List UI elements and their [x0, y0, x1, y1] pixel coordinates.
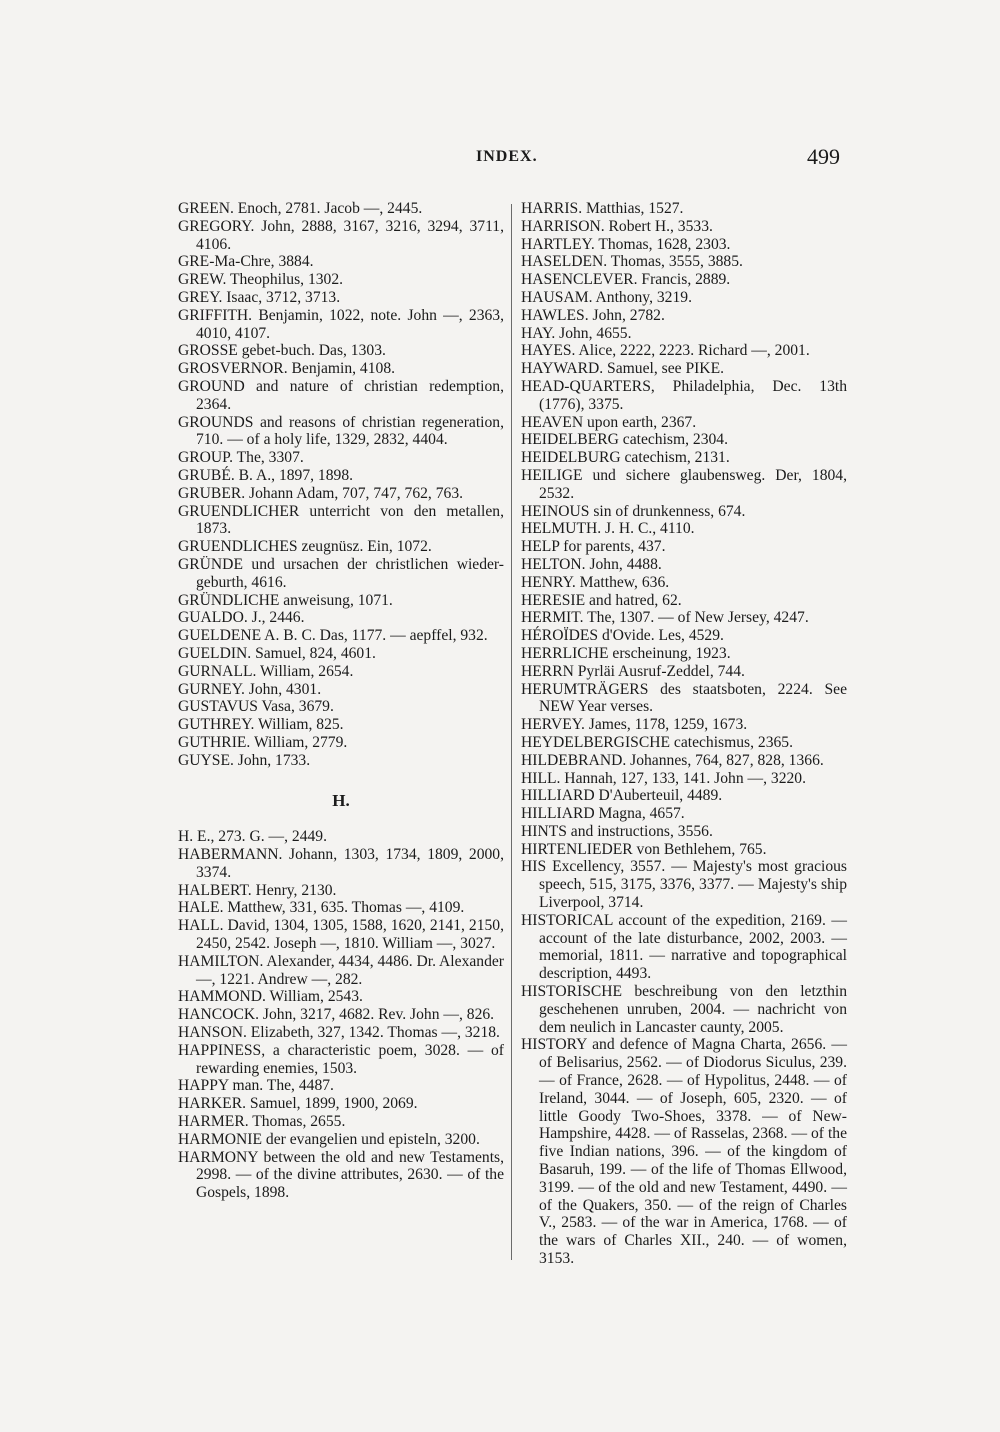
- index-entry: GUELDENE A. B. C. Das, 1177. — aepffel, 932.: [178, 627, 488, 645]
- page-header: [180, 144, 840, 178]
- index-entry: HABERMANN. Johann, 1303, 1734, 1809, 2000, 3374.: [178, 846, 504, 881]
- index-entry: HENRY. Matthew, 636.: [521, 573, 670, 591]
- index-entry: HERUMTRÄGERS des staatsboten, 2224. See NEW Year verses.: [521, 680, 847, 716]
- index-entry: GUTHREY. William, 825.: [178, 716, 344, 734]
- index-entry: HINTS and instructions, 3556.: [521, 822, 713, 840]
- index-entry: HARMONY between the old and new Testaments, 2998. — of the divine attributes, 2630. — of the Gospels, 1898.: [178, 1148, 504, 1202]
- index-entry: HEILIGE und sichere glaubensweg. Der, 1804, 2532.: [521, 466, 847, 502]
- index-entry: HANSON. Elizabeth, 327, 1342. Thomas —, 3218.: [178, 1024, 500, 1042]
- right-column: [521, 200, 847, 1268]
- index-entry: HILL. Hannah, 127, 133, 141. John —, 3220.: [521, 769, 806, 787]
- index-entry: GRE-Ma-Chre, 3884.: [178, 253, 314, 271]
- index-entry: GRUBÉ. B. A., 1897, 1898.: [178, 466, 354, 484]
- index-entry: GREY. Isaac, 3712, 3713.: [178, 288, 341, 306]
- index-entry: HIS Excellency, 3557. — Majesty's most gracious speech, 515, 3175, 3376, 3377. — Majesty's ship Liverpool, 3714.: [521, 858, 847, 912]
- index-entry: HEAVEN upon earth, 2367.: [521, 413, 697, 431]
- index-entry: HARRISON. Robert H., 3533.: [521, 217, 713, 235]
- index-entry: HAUSAM. Anthony, 3219.: [521, 288, 692, 306]
- index-entry: HARMONIE der evangelien und episteln, 3200.: [178, 1130, 480, 1148]
- index-entry: HERRN Pyrläi Ausruf-Zeddel, 744.: [521, 662, 745, 680]
- index-entry: HAPPY man. The, 4487.: [178, 1077, 334, 1095]
- index-entries-h-right: [521, 200, 847, 1268]
- index-entry: GREW. Theophilus, 1302.: [178, 271, 344, 289]
- index-entry: HAYES. Alice, 2222, 2223. Richard —, 2001.: [521, 342, 810, 360]
- index-entry: GROUP. The, 3307.: [178, 449, 304, 467]
- index-entry: GRÜNDLICHE anweisung, 1071.: [178, 591, 393, 609]
- index-entry: HIRTENLIEDER von Bethlehem, 765.: [521, 840, 767, 858]
- index-entry: HEIDELBURG catechism, 2131.: [521, 449, 730, 467]
- index-entry: GUTHRIE. William, 2779.: [178, 733, 348, 751]
- index-entries-g: [178, 200, 504, 770]
- index-entry: H. E., 273. G. —, 2449.: [178, 828, 328, 846]
- index-entry: HILDEBRAND. Johannes, 764, 827, 828, 1366.: [521, 751, 824, 769]
- index-entry: HISTORICAL account of the expedition, 2169. — account of the late disturbance, 2002, 2003. — memorial, 1811. — narrative and topographical description, 4493.: [521, 911, 847, 983]
- index-entry: HARKER. Samuel, 1899, 1900, 2069.: [178, 1095, 418, 1113]
- index-entry: HELTON. John, 4488.: [521, 555, 662, 573]
- index-entry: HAYWARD. Samuel, see PIKE.: [521, 360, 724, 378]
- index-entry: HEYDELBERGISCHE catechismus, 2365.: [521, 733, 793, 751]
- index-entry: GREGORY. John, 2888, 3167, 3216, 3294, 3711, 4106.: [178, 217, 504, 253]
- index-entry: GROSSE gebet-buch. Das, 1303.: [178, 342, 386, 360]
- index-entry: GURNEY. John, 4301.: [178, 680, 322, 698]
- index-entry: GRUENDLICHER unterricht von den metallen, 1873.: [178, 502, 504, 538]
- index-entry: GREEN. Enoch, 2781. Jacob —, 2445.: [178, 200, 423, 217]
- index-entry: HARMER. Thomas, 2655.: [178, 1113, 346, 1131]
- index-entry: GRUENDLICHES zeugnüsz. Ein, 1072.: [178, 538, 432, 556]
- index-entry: HILLIARD D'Auberteuil, 4489.: [521, 787, 723, 805]
- index-entry: GROSVERNOR. Benjamin, 4108.: [178, 360, 396, 378]
- index-entry: HERMIT. The, 1307. — of New Jersey, 4247.: [521, 609, 809, 627]
- index-entry: GROUND and nature of christian redemption, 2364.: [178, 377, 504, 413]
- index-entry: GUALDO. J., 2446.: [178, 609, 305, 627]
- index-entry: HELP for parents, 437.: [521, 538, 666, 556]
- index-entry: GUYSE. John, 1733.: [178, 751, 311, 769]
- index-entry: HILLIARD Magna, 4657.: [521, 805, 685, 823]
- index-entry: HISTORY and defence of Magna Charta, 2656. — of Belisarius, 2562. — of Diodorus Siculus, 239. — of France, 2628. — of Hypolitus, 2448. — of Ireland, 3044. — of Joseph, 605, 2320. — of little Goody Two-Shoes, 3378. — of New-Hampshire, 4428. — of Rasselas, 2368. — of the five Indian nations, 396. — of the kingdom of Basaruh, 199. — of the life of Thomas Ellwood, 3199. — of the old and new Testament, 4490. — of the Quakers, 350. — of the reign of Charles V., 2583. — of the war in America, 1768. — of the wars of Charles XII., 240. — of women, 3153.: [521, 1036, 847, 1268]
- index-entry: HERESIE and hatred, 62.: [521, 591, 682, 609]
- index-entry: HANCOCK. John, 3217, 4682. Rev. John —, 826.: [178, 1006, 495, 1024]
- index-entry: HALE. Matthew, 331, 635. Thomas —, 4109.: [178, 899, 465, 917]
- index-entry: GROUNDS and reasons of christian regeneration, 710. — of a holy life, 1329, 2832, 4404.: [178, 413, 504, 449]
- page-number: 499: [807, 144, 840, 169]
- column-divider: [511, 204, 512, 1260]
- section-letter-h: H.: [332, 790, 350, 810]
- index-entry: GRIFFITH. Benjamin, 1022, note. John —, 2363, 4010, 4107.: [178, 306, 504, 342]
- index-entry: HASENCLEVER. Francis, 2889.: [521, 271, 731, 289]
- running-head: INDEX.: [476, 148, 538, 165]
- index-entry: HASELDEN. Thomas, 3555, 3885.: [521, 253, 743, 271]
- index-entry: HAMMOND. William, 2543.: [178, 988, 363, 1006]
- index-entry: HAMILTON. Alexander, 4434, 4486. Dr. Alexander —, 1221. Andrew —, 282.: [178, 952, 504, 988]
- index-entry: HARTLEY. Thomas, 1628, 2303.: [521, 235, 731, 253]
- index-entry: HEIDELBERG catechism, 2304.: [521, 431, 729, 449]
- index-entry: HAPPINESS, a characteristic poem, 3028. — of rewarding enemies, 1503.: [178, 1041, 504, 1077]
- index-entry: HEINOUS sin of drunkenness, 674.: [521, 502, 746, 520]
- index-entry: HAWLES. John, 2782.: [521, 306, 665, 324]
- index-entry: HEAD-QUARTERS, Philadelphia, Dec. 13th (1776), 3375.: [521, 377, 847, 413]
- index-entry: HELMUTH. J. H. C., 4110.: [521, 520, 695, 538]
- index-entry: HERRLICHE erscheinung, 1923.: [521, 644, 731, 662]
- index-entry: HALBERT. Henry, 2130.: [178, 881, 337, 899]
- index-entry: HARRIS. Matthias, 1527.: [521, 200, 684, 217]
- left-column: [178, 200, 504, 1202]
- index-entry: GUSTAVUS Vasa, 3679.: [178, 698, 334, 716]
- index-entry: GRUBER. Johann Adam, 707, 747, 762, 763.: [178, 484, 464, 502]
- index-entry: HERVEY. James, 1178, 1259, 1673.: [521, 716, 748, 734]
- index-entry: HÉROÏDES d'Ovide. Les, 4529.: [521, 627, 724, 645]
- index-entry: HALL. David, 1304, 1305, 1588, 1620, 2141, 2150, 2450, 2542. Joseph —, 1810. William —, 3027.: [178, 917, 504, 953]
- index-entries-h-left: [178, 828, 504, 1202]
- index-entry: GRÜNDE und ursachen der christlichen wieder-geburth, 4616.: [178, 555, 504, 591]
- index-entry: GUELDIN. Samuel, 824, 4601.: [178, 644, 376, 662]
- index-entry: HISTORISCHE beschreibung von den letzthin geschehenen unruben, 2004. — nachricht von dem neulich in Lancaster caunty, 2005.: [521, 983, 847, 1036]
- index-entry: GURNALL. William, 2654.: [178, 662, 354, 680]
- index-entry: HAY. John, 4655.: [521, 324, 632, 342]
